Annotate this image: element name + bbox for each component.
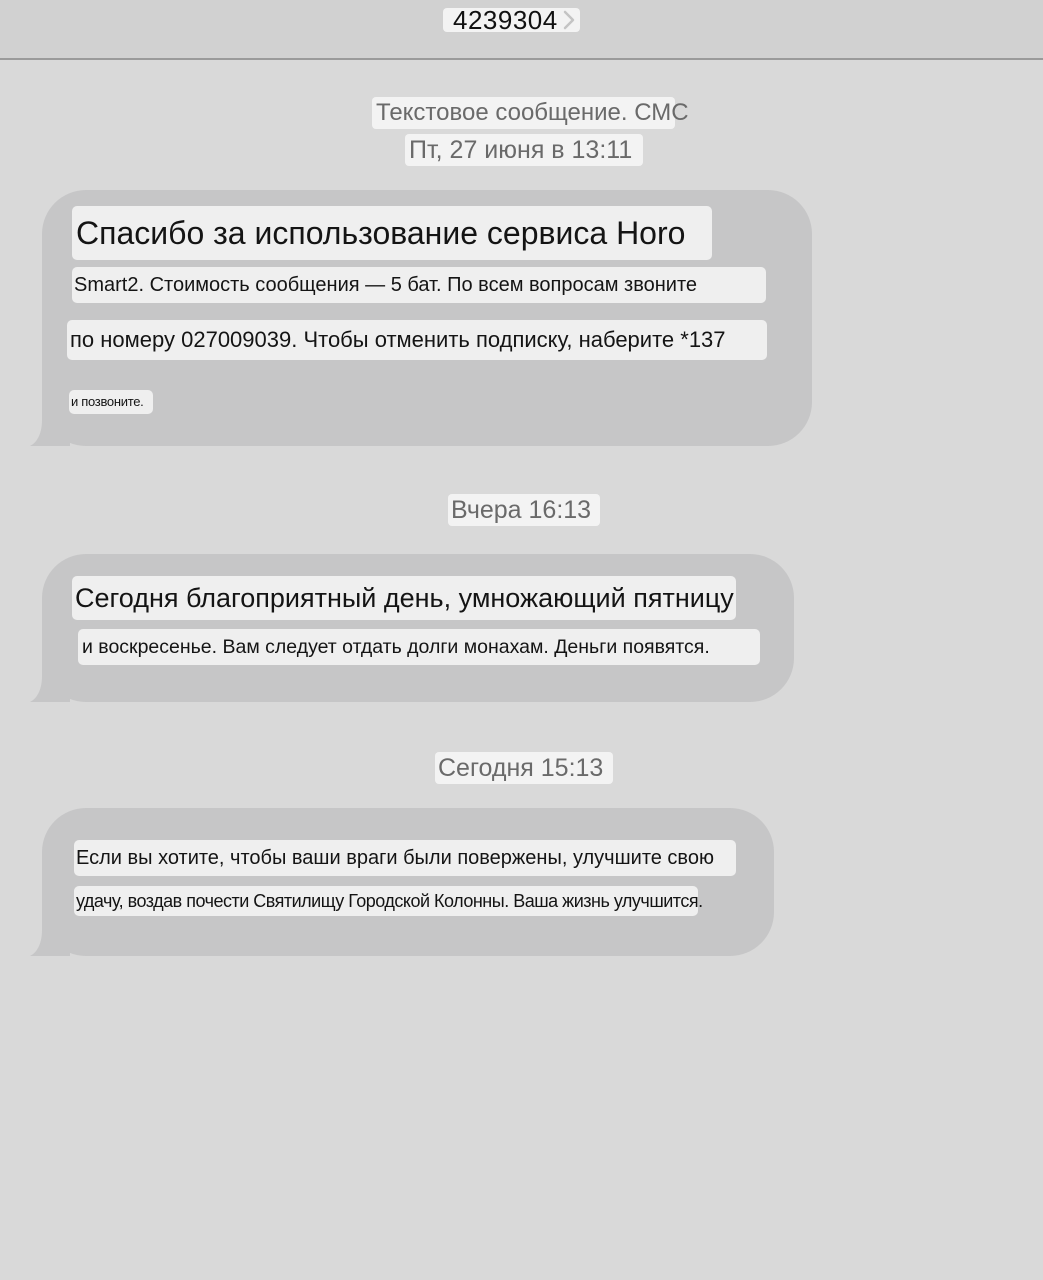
message-text-line: по номеру 027009039. Чтобы отменить подписку, наберите *137 [67, 320, 767, 360]
message-type-label: Текстовое сообщение. СМС [372, 97, 675, 129]
bubble-tail-icon [30, 402, 70, 446]
bubble-tail-icon [30, 912, 70, 956]
chevron-right-icon [562, 9, 576, 31]
bubble-tail-icon [30, 658, 70, 702]
message-text-line: и воскресенье. Вам следует отдать долги монахам. Деньги появятся. [78, 629, 760, 665]
message-bubble-2[interactable] [42, 554, 794, 702]
message-bubble-1[interactable] [42, 190, 812, 446]
message-text-line: Smart2. Стоимость сообщения — 5 бат. По всем вопросам звоните [72, 267, 766, 303]
contact-name: 4239304 [453, 5, 558, 35]
message-text-line: Если вы хотите, чтобы ваши враги были повержены, улучшите свою [74, 840, 736, 876]
timestamp-2: Вчера 16:13 [448, 494, 600, 526]
message-text-line: удачу, воздав почести Святилищу Городской Колонны. Ваша жизнь улучшится. [74, 886, 698, 916]
message-text-line: Сегодня благоприятный день, умножающий пятницу [72, 576, 736, 620]
conversation-header [0, 0, 1043, 60]
timestamp-3: Сегодня 15:13 [435, 752, 613, 784]
message-text-line: и позвоните. [69, 390, 153, 414]
contact-details-button[interactable] [443, 5, 580, 35]
message-bubble-3[interactable] [42, 808, 774, 956]
timestamp-1: Пт, 27 июня в 13:11 [405, 134, 643, 166]
message-text-line: Спасибо за использование сервиса Horo [72, 206, 712, 260]
